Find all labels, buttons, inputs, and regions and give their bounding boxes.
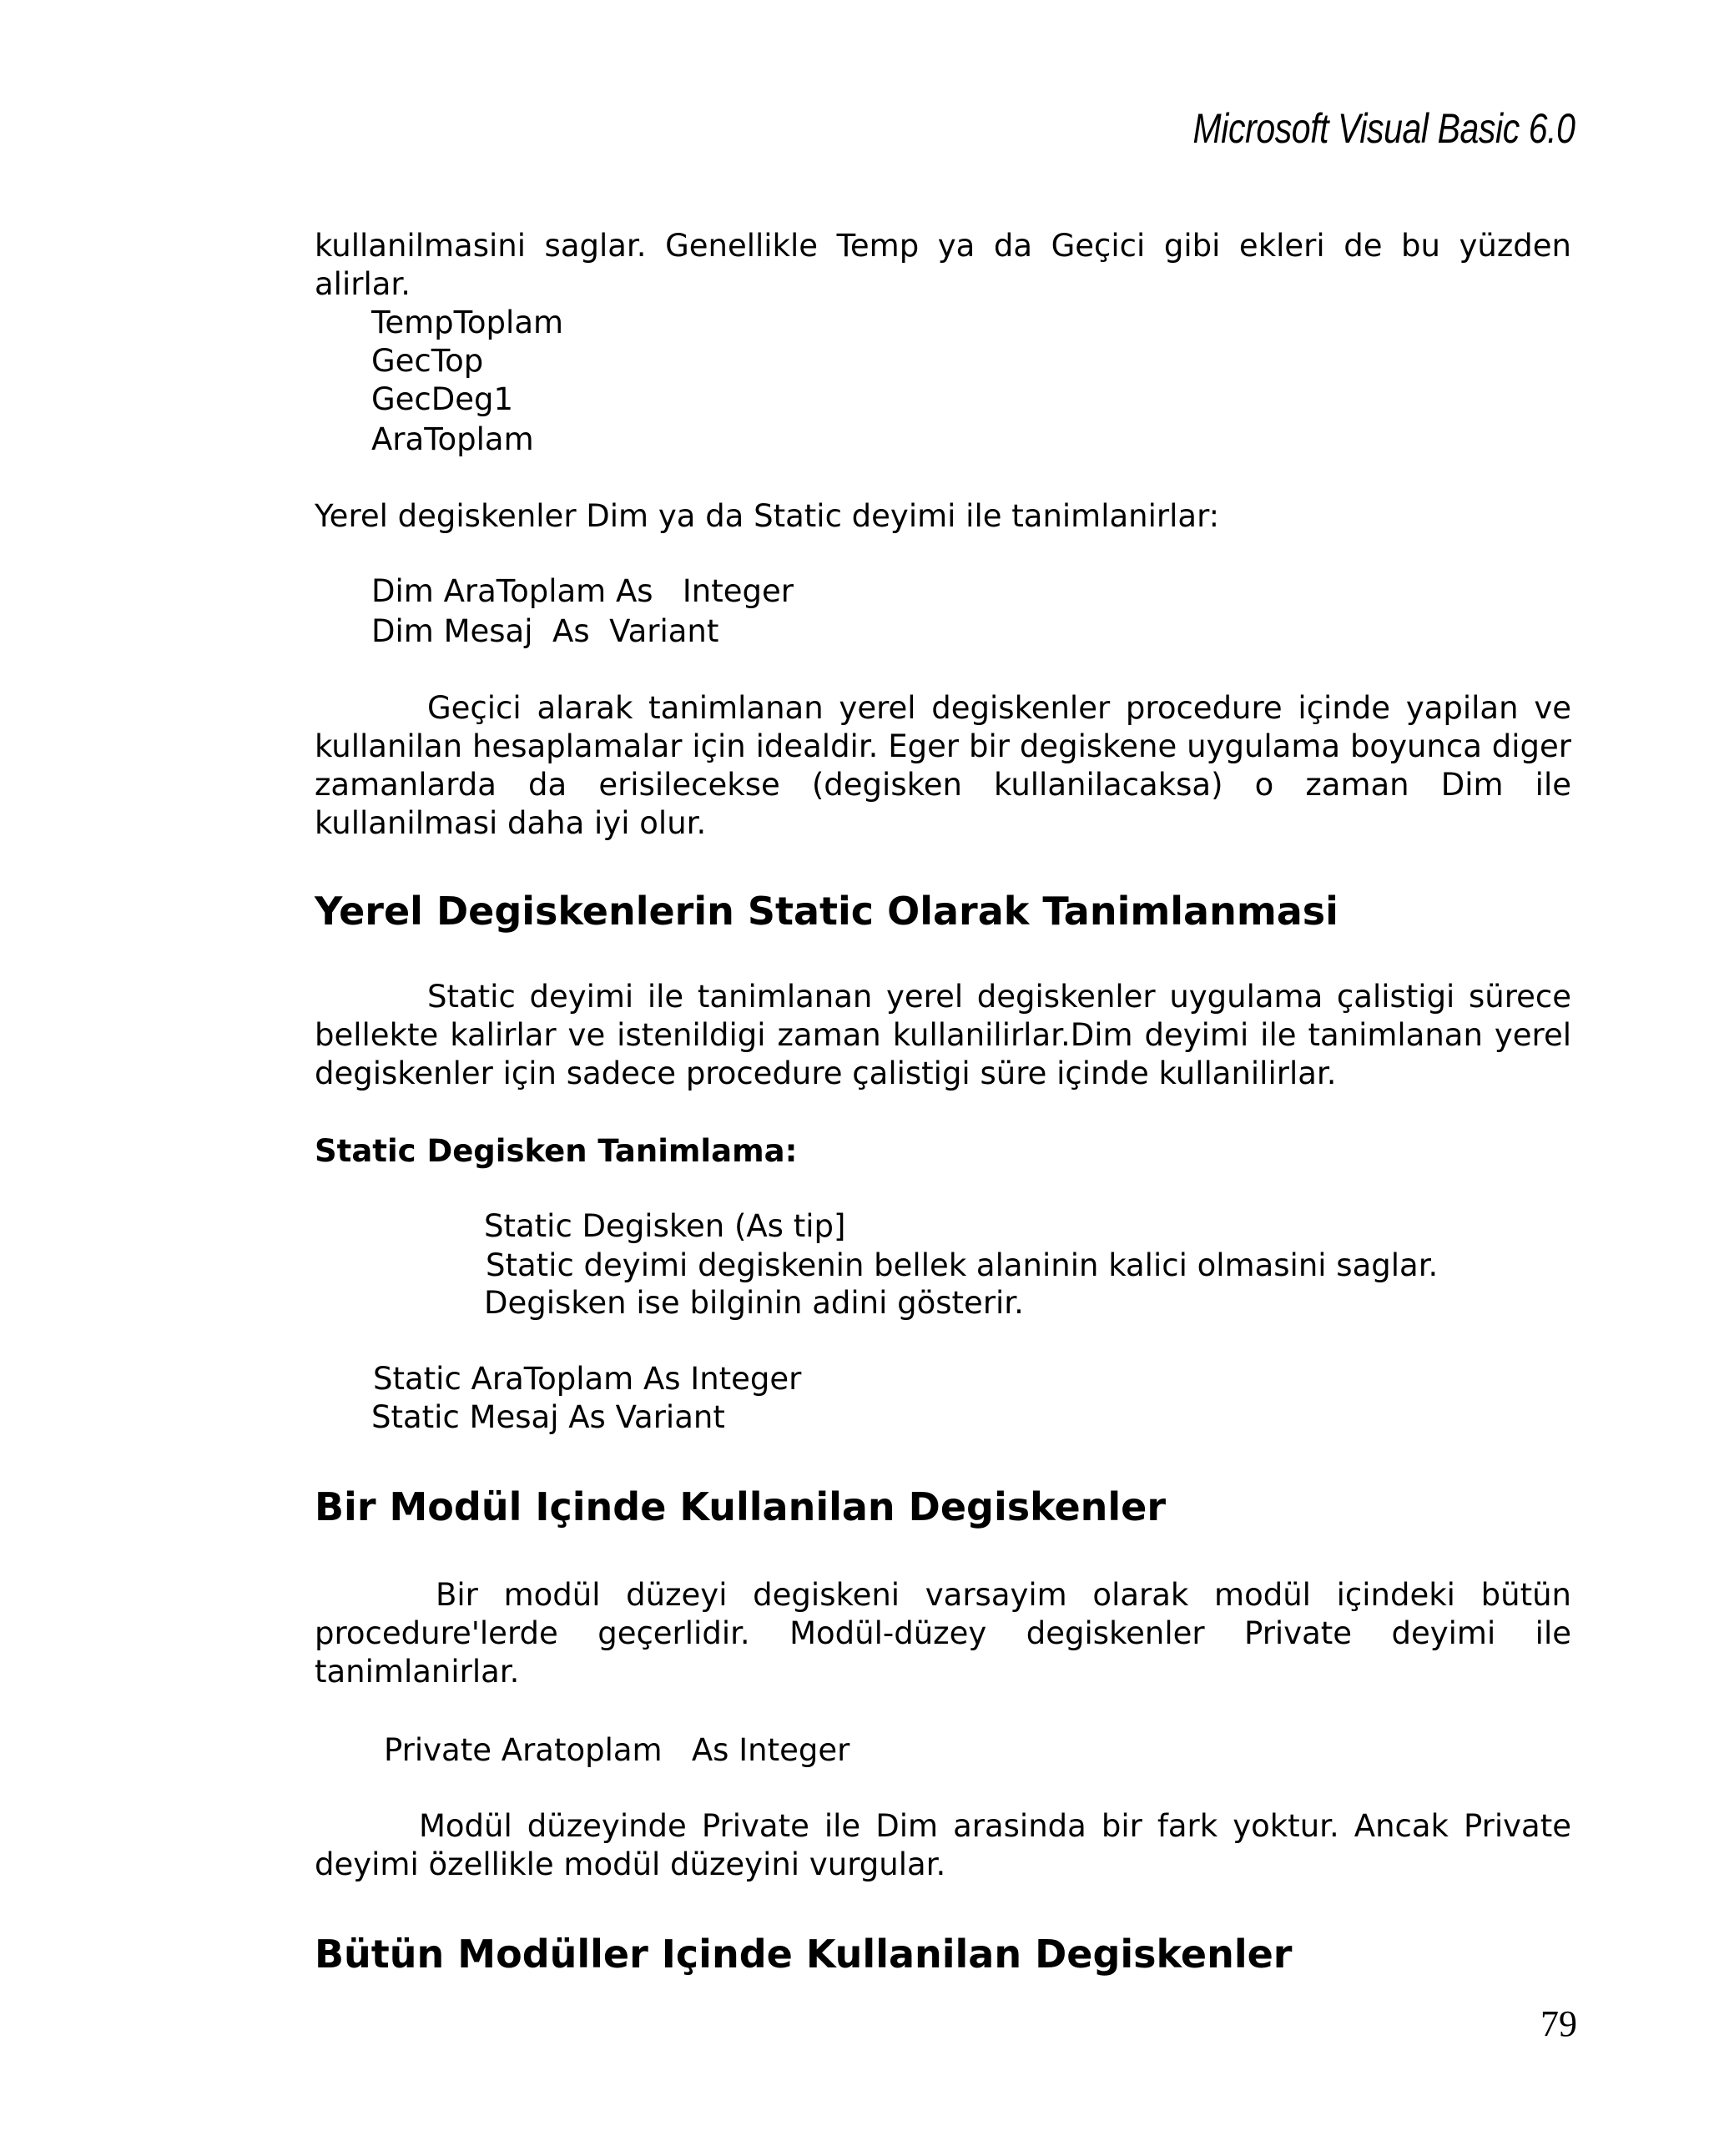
paragraph-static-locals: Static deyimi ile tanimlanan yerel degiskenler uygulama çalistigi sürece bellekte kalirlar ve istenildigi zaman kullanilirlar.Dim deyimi ile tanimlanan yerel degiskenler için sadece procedure çalistigi süre içinde kullanilirlar. bbox=[315, 979, 1571, 1091]
code-line: Static Mesaj As Variant bbox=[371, 1399, 725, 1435]
example-variable-name: AraToplam bbox=[371, 421, 534, 457]
running-header: Microsoft Visual Basic 6.0 bbox=[1192, 105, 1575, 152]
example-variable-name: GecDeg1 bbox=[371, 381, 514, 417]
example-variable-name: TempToplam bbox=[371, 305, 564, 340]
section-heading-all-modules: Bütün Modüller Içinde Kullanilan Degiskenler bbox=[315, 1932, 1293, 1977]
code-line: Dim Mesaj As Variant bbox=[371, 613, 719, 649]
code-line: Dim AraToplam As Integer bbox=[371, 573, 794, 609]
section-heading-static-locals: Yerel Degiskenlerin Static Olarak Tanimlanmasi bbox=[315, 889, 1338, 934]
paragraph-temporary-locals: Geçici alarak tanimlanan yerel degiskenler procedure içinde yapilan ve kullanilan hesaplamalar için idealdir. Eger bir degiskene uygulama boyunca diger zamanlarda da erisilecekse (degisken kullanilacaksa) o zaman Dim ile kullanilmasi daha iyi olur. bbox=[315, 690, 1571, 841]
code-line: Private Aratoplam As Integer bbox=[384, 1732, 850, 1768]
syntax-line: Static deyimi degiskenin bellek alaninin kalici olmasini saglar. bbox=[486, 1247, 1439, 1283]
syntax-line: Degisken ise bilginin adini gösterir. bbox=[484, 1285, 1024, 1321]
paragraph-private-vs-dim: Modül düzeyinde Private ile Dim arasinda bir fark yoktur. Ancak Private deyimi özellikle modül düzeyini vurgular. bbox=[315, 1808, 1571, 1882]
paragraph-local-declaration: Yerel degiskenler Dim ya da Static deyimi ile tanimlanirlar: bbox=[315, 498, 1220, 534]
syntax-line: Static Degisken (As tip] bbox=[484, 1208, 846, 1244]
code-line: Static AraToplam As Integer bbox=[373, 1361, 802, 1397]
page-number: 79 bbox=[1540, 2003, 1577, 2044]
section-heading-module-variables: Bir Modül Içinde Kullanilan Degiskenler bbox=[315, 1484, 1167, 1529]
paragraph-module-variables: Bir modül düzeyi degiskeni varsayim olarak modül içindeki bütün procedure'lerde geçerlidir. Modül-düzey degiskenler Private deyimi ile tanimlanirlar. bbox=[315, 1577, 1571, 1690]
subheading-static-declaration: Static Degisken Tanimlama: bbox=[315, 1133, 798, 1169]
example-variable-name: GecTop bbox=[371, 343, 484, 379]
paragraph-temp-usage: kullanilmasini saglar. Genellikle Temp ya da Geçici gibi ekleri de bu yüzden alirlar. bbox=[315, 228, 1571, 302]
